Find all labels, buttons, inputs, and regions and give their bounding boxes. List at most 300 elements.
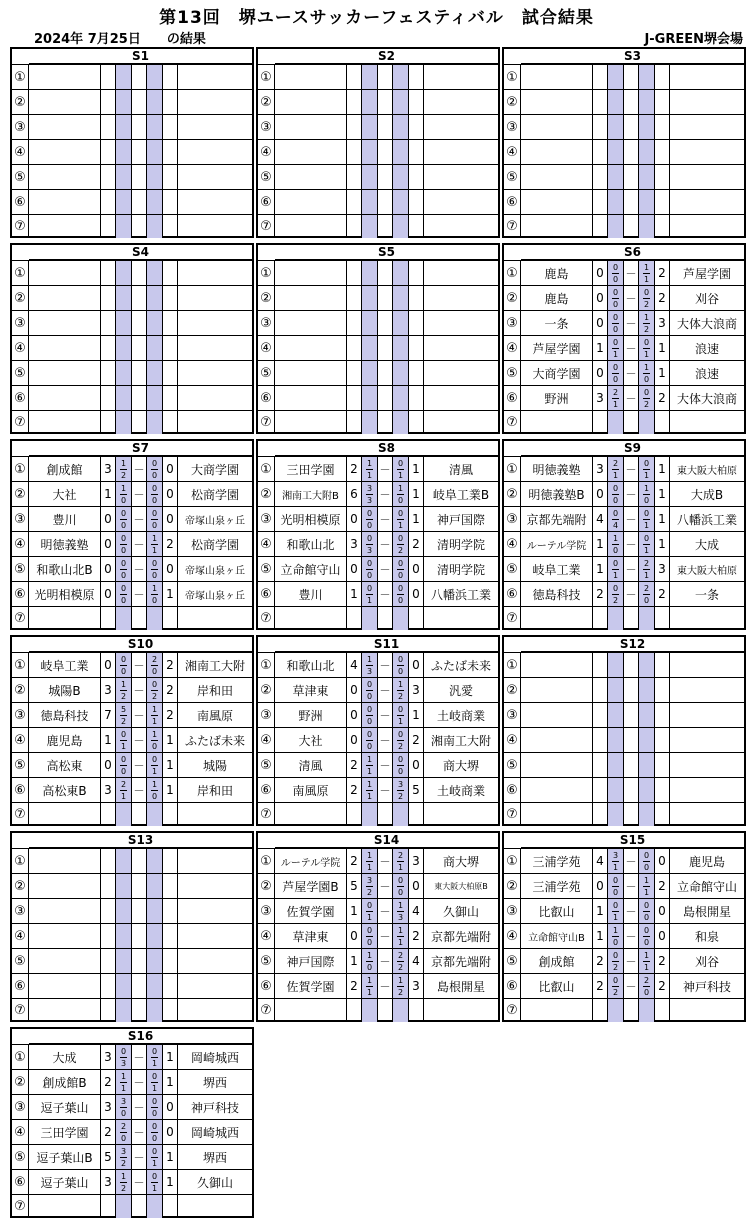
row-number: ①: [12, 1045, 29, 1069]
away-half-scores: [147, 507, 163, 531]
away-half-scores: [393, 411, 409, 434]
home-team: ルーテル学院: [521, 532, 593, 556]
match-row: [12, 310, 252, 335]
away-score: 0: [163, 507, 178, 531]
away-team: 浪速: [694, 341, 719, 356]
first-half-score: 0: [397, 754, 404, 764]
home-team: [29, 849, 101, 873]
match-row: [258, 164, 498, 189]
home-team: 芦屋学園B: [275, 874, 347, 898]
second-half-score: 1: [643, 349, 650, 359]
away-half-scores: [393, 65, 409, 89]
fraction-line: [151, 690, 158, 691]
away-half-scores: [147, 65, 163, 89]
second-half-score: 0: [612, 274, 619, 284]
away-team: [670, 165, 744, 189]
second-half-score: 1: [643, 545, 650, 555]
second-half-score: 0: [612, 374, 619, 384]
first-half-score: 0: [397, 729, 404, 739]
first-half-score: 0: [366, 583, 373, 593]
away-half-scores: [639, 949, 655, 973]
home-half-scores: [362, 482, 378, 506]
home-score: 0: [347, 924, 362, 948]
home-half-scores: [608, 974, 624, 998]
away-score: [163, 803, 178, 826]
home-half-scores: [116, 190, 132, 214]
second-half-score: 0: [366, 691, 373, 701]
home-score: [593, 215, 608, 238]
away-score: 0: [163, 482, 178, 506]
home-score: 7: [101, 703, 116, 727]
away-half-scores: [393, 311, 409, 335]
score-separator: [132, 215, 147, 238]
match-row: [504, 335, 744, 360]
match-row: [12, 948, 252, 973]
fraction-line: [612, 986, 619, 987]
away-team: [424, 140, 498, 164]
away-score: [163, 924, 178, 948]
second-half-score: 1: [612, 349, 619, 359]
first-half-score: 1: [120, 1071, 127, 1081]
match-row: [258, 873, 498, 898]
row-number: ⑤: [504, 557, 521, 581]
away-team: [178, 336, 252, 360]
away-team: 神戸国際: [436, 512, 485, 527]
row-number: ⑦: [258, 607, 275, 630]
fraction-line: [643, 986, 650, 987]
first-half-score: 1: [120, 458, 127, 468]
fraction-line: [120, 690, 127, 691]
home-score: [101, 311, 116, 335]
first-half-score: 0: [397, 875, 404, 885]
home-team: [275, 215, 347, 238]
match-row: [504, 410, 744, 434]
block-title: S3: [521, 49, 744, 64]
first-half-score: 2: [151, 654, 158, 664]
second-half-score: 3: [120, 1058, 127, 1068]
match-row: [258, 89, 498, 114]
home-score: 2: [593, 582, 608, 606]
away-score: [409, 311, 424, 335]
home-score: [593, 411, 608, 434]
match-row: [12, 998, 252, 1022]
first-half-score: 1: [397, 679, 404, 689]
match-row: [504, 606, 744, 630]
row-number: ②: [258, 874, 275, 898]
second-half-score: 1: [120, 791, 127, 801]
score-separator: －: [378, 778, 393, 802]
home-half-scores: [362, 653, 378, 677]
match-row: [12, 189, 252, 214]
away-team: [424, 803, 498, 826]
row-number: ②: [504, 90, 521, 114]
home-team: [29, 165, 101, 189]
first-half-score: 1: [120, 483, 127, 493]
home-half-scores: [608, 311, 624, 335]
home-score: 3: [593, 457, 608, 481]
away-half-scores: [393, 507, 409, 531]
row-number: ②: [12, 482, 29, 506]
away-half-scores: [639, 507, 655, 531]
away-team: 商大堺: [442, 854, 479, 869]
row-number: ③: [12, 1095, 29, 1119]
row-number: ④: [12, 532, 29, 556]
match-row: [258, 998, 498, 1022]
away-team: 堺西: [202, 1150, 227, 1165]
first-half-score: 1: [612, 925, 619, 935]
home-half-scores: [116, 482, 132, 506]
match-row: [258, 385, 498, 410]
home-half-scores: [116, 874, 132, 898]
match-row: [12, 677, 252, 702]
first-half-score: 1: [120, 679, 127, 689]
home-half-scores: [608, 728, 624, 752]
second-half-score: 0: [612, 545, 619, 555]
score-separator: [132, 140, 147, 164]
away-score: 1: [409, 507, 424, 531]
home-half-scores: [116, 653, 132, 677]
away-half-scores: [147, 532, 163, 556]
home-half-scores: [116, 974, 132, 998]
away-half-scores: [639, 190, 655, 214]
first-half-score: 0: [612, 262, 619, 272]
score-separator: －: [624, 311, 639, 335]
row-number: ⑤: [12, 165, 29, 189]
home-team: [29, 261, 101, 285]
home-score: [593, 65, 608, 89]
second-half-score: 0: [612, 887, 619, 897]
row-number: ⑥: [258, 778, 275, 802]
row-number: ⑦: [12, 607, 29, 630]
away-half-scores: [393, 482, 409, 506]
first-half-score: 0: [612, 558, 619, 568]
match-row: [12, 114, 252, 139]
away-score: [163, 90, 178, 114]
home-score: 0: [593, 261, 608, 285]
home-score: [347, 386, 362, 410]
home-half-scores: [116, 703, 132, 727]
fraction-line: [366, 861, 373, 862]
first-half-score: 1: [366, 950, 373, 960]
home-score: 3: [593, 386, 608, 410]
first-half-score: 1: [151, 779, 158, 789]
home-team: [29, 190, 101, 214]
block-title: S2: [275, 49, 498, 64]
match-row: [12, 89, 252, 114]
away-score: [409, 140, 424, 164]
score-separator: －: [624, 582, 639, 606]
home-team: [29, 1195, 101, 1218]
fraction-line: [366, 690, 373, 691]
match-row: [504, 677, 744, 702]
score-separator: [132, 115, 147, 139]
home-half-scores: [362, 361, 378, 385]
home-score: 0: [347, 678, 362, 702]
fraction-line: [397, 594, 404, 595]
away-score: 3: [655, 557, 670, 581]
second-half-score: 1: [151, 1058, 158, 1068]
match-row: [12, 1069, 252, 1094]
home-team: 京都先端附: [521, 507, 593, 531]
second-half-score: 0: [612, 299, 619, 309]
home-score: [101, 140, 116, 164]
block-title: S6: [521, 245, 744, 260]
score-separator: －: [378, 678, 393, 702]
match-row: [258, 189, 498, 214]
second-half-score: 0: [397, 595, 404, 605]
match-row: [258, 335, 498, 360]
away-score: 2: [655, 386, 670, 410]
second-half-score: 1: [643, 520, 650, 530]
row-number: ⑥: [12, 1170, 29, 1194]
block-title: S8: [275, 441, 498, 456]
first-half-score: 0: [120, 583, 127, 593]
away-half-scores: [639, 386, 655, 410]
home-team: 鹿島: [521, 286, 593, 310]
first-half-score: 0: [643, 458, 650, 468]
second-half-score: 2: [397, 987, 404, 997]
home-half-scores: [116, 336, 132, 360]
away-team: [670, 678, 744, 702]
away-team: [424, 336, 498, 360]
away-team: [670, 753, 744, 777]
away-half-scores: [393, 457, 409, 481]
home-half-scores: [362, 924, 378, 948]
away-score: [655, 803, 670, 826]
first-half-score: 0: [120, 533, 127, 543]
home-half-scores: [116, 778, 132, 802]
fraction-line: [120, 790, 127, 791]
match-row: [12, 506, 252, 531]
home-team: 光明相模原: [275, 507, 347, 531]
home-score: 3: [101, 457, 116, 481]
away-score: 0: [655, 924, 670, 948]
home-team: [29, 949, 101, 973]
fraction-line: [612, 494, 619, 495]
match-row: [12, 606, 252, 630]
away-half-scores: [147, 728, 163, 752]
home-team: [29, 90, 101, 114]
away-score: 2: [655, 949, 670, 973]
away-half-scores: [147, 386, 163, 410]
fraction-line: [120, 594, 127, 595]
away-score: [409, 386, 424, 410]
second-half-score: 0: [120, 520, 127, 530]
fraction-line: [366, 961, 373, 962]
home-half-scores: [608, 678, 624, 702]
block-s3: [502, 47, 746, 238]
home-half-scores: [116, 1170, 132, 1194]
home-half-scores: [116, 165, 132, 189]
score-separator: [624, 999, 639, 1022]
second-half-score: 1: [397, 716, 404, 726]
match-row: [12, 848, 252, 873]
away-team: [424, 190, 498, 214]
match-row: [12, 1169, 252, 1194]
home-score: [347, 190, 362, 214]
home-half-scores: [116, 924, 132, 948]
score-separator: －: [132, 703, 147, 727]
fraction-line: [120, 740, 127, 741]
first-half-score: 5: [120, 704, 127, 714]
second-half-score: 0: [120, 1133, 127, 1143]
score-separator: [378, 90, 393, 114]
match-row: [258, 310, 498, 335]
home-score: 1: [593, 336, 608, 360]
away-score: [163, 65, 178, 89]
score-separator: －: [132, 507, 147, 531]
home-score: [347, 999, 362, 1022]
away-half-scores: [147, 1195, 163, 1218]
home-team: 豊川: [275, 582, 347, 606]
home-score: [593, 140, 608, 164]
first-half-score: 0: [612, 287, 619, 297]
away-team: 清風: [448, 462, 473, 477]
row-number: ⑦: [12, 999, 29, 1022]
first-half-score: 0: [366, 900, 373, 910]
away-team: 清明学院: [436, 537, 485, 552]
block-s1: [10, 47, 254, 238]
fraction-line: [120, 665, 127, 666]
home-half-scores: [362, 215, 378, 238]
home-half-scores: [608, 336, 624, 360]
away-team: 鹿児島: [688, 854, 725, 869]
away-team: 堺西: [202, 1075, 227, 1090]
first-half-score: 0: [397, 558, 404, 568]
home-team: 光明相模原: [29, 582, 101, 606]
first-half-score: 0: [151, 1171, 158, 1181]
row-number: ⑥: [504, 582, 521, 606]
block-title: S9: [521, 441, 744, 456]
home-half-scores: [362, 803, 378, 826]
second-half-score: 0: [643, 595, 650, 605]
row-number: ①: [258, 653, 275, 677]
away-score: 4: [409, 899, 424, 923]
away-team: [424, 115, 498, 139]
away-score: 0: [655, 899, 670, 923]
away-half-scores: [147, 411, 163, 434]
first-half-score: 2: [643, 558, 650, 568]
second-half-score: 1: [643, 570, 650, 580]
score-separator: －: [624, 557, 639, 581]
row-number: ⑤: [258, 557, 275, 581]
home-team: 大商学園: [521, 361, 593, 385]
row-number: ①: [12, 849, 29, 873]
score-separator: [378, 115, 393, 139]
away-score: 3: [409, 974, 424, 998]
away-team: 神戸科技: [190, 1100, 239, 1115]
row-number: ⑦: [258, 411, 275, 434]
away-half-scores: [639, 286, 655, 310]
fraction-line: [612, 469, 619, 470]
match-row: [12, 1119, 252, 1144]
row-number: ①: [504, 457, 521, 481]
away-team: [178, 411, 252, 434]
score-separator: [624, 190, 639, 214]
fraction-line: [397, 961, 404, 962]
row-number: ④: [12, 728, 29, 752]
away-team: 芦屋学園: [682, 266, 731, 281]
away-score: [163, 140, 178, 164]
match-row: [12, 214, 252, 238]
home-team: [275, 336, 347, 360]
fraction-line: [151, 790, 158, 791]
home-score: [593, 607, 608, 630]
home-team: [29, 140, 101, 164]
match-row: [12, 139, 252, 164]
away-half-scores: [393, 653, 409, 677]
row-number: ④: [258, 336, 275, 360]
fraction-line: [120, 1157, 127, 1158]
away-team: [178, 115, 252, 139]
fraction-line: [397, 986, 404, 987]
home-team: 創成館B: [29, 1070, 101, 1094]
row-number: ⑥: [258, 582, 275, 606]
home-half-scores: [116, 1120, 132, 1144]
match-row: [504, 727, 744, 752]
home-half-scores: [608, 286, 624, 310]
row-number: ⑤: [12, 949, 29, 973]
home-team: [275, 411, 347, 434]
first-half-score: 0: [151, 754, 158, 764]
away-half-scores: [147, 753, 163, 777]
second-half-score: 1: [366, 470, 373, 480]
away-score: 1: [655, 336, 670, 360]
away-score: 0: [163, 557, 178, 581]
first-half-score: 0: [397, 533, 404, 543]
first-half-score: 0: [151, 1071, 158, 1081]
score-separator: －: [624, 336, 639, 360]
match-row: [504, 531, 744, 556]
match-row: [12, 531, 252, 556]
away-score: [163, 336, 178, 360]
home-half-scores: [362, 457, 378, 481]
match-row: [258, 581, 498, 606]
away-half-scores: [393, 90, 409, 114]
home-half-scores: [362, 899, 378, 923]
away-score: [163, 607, 178, 630]
away-team: 東大阪大柏原B: [434, 881, 488, 891]
home-team: [275, 361, 347, 385]
away-team: 湘南工大附: [430, 733, 491, 748]
first-half-score: 0: [643, 850, 650, 860]
home-half-scores: [362, 778, 378, 802]
home-half-scores: [362, 411, 378, 434]
away-half-scores: [639, 361, 655, 385]
away-team: [178, 974, 252, 998]
fraction-line: [151, 469, 158, 470]
home-half-scores: [362, 999, 378, 1022]
row-number: ⑤: [504, 949, 521, 973]
fraction-line: [612, 861, 619, 862]
away-half-scores: [393, 215, 409, 238]
away-half-scores: [393, 532, 409, 556]
home-half-scores: [116, 999, 132, 1022]
away-score: [163, 261, 178, 285]
first-half-score: 0: [120, 729, 127, 739]
away-team: 汎愛: [448, 683, 473, 698]
score-separator: －: [378, 507, 393, 531]
second-half-score: 1: [612, 912, 619, 922]
match-row: [504, 652, 744, 677]
away-score: 0: [163, 1120, 178, 1144]
score-separator: [378, 803, 393, 826]
fraction-line: [120, 715, 127, 716]
fraction-line: [643, 494, 650, 495]
second-half-score: 1: [643, 887, 650, 897]
row-number: ⑤: [504, 165, 521, 189]
row-number: ②: [12, 90, 29, 114]
